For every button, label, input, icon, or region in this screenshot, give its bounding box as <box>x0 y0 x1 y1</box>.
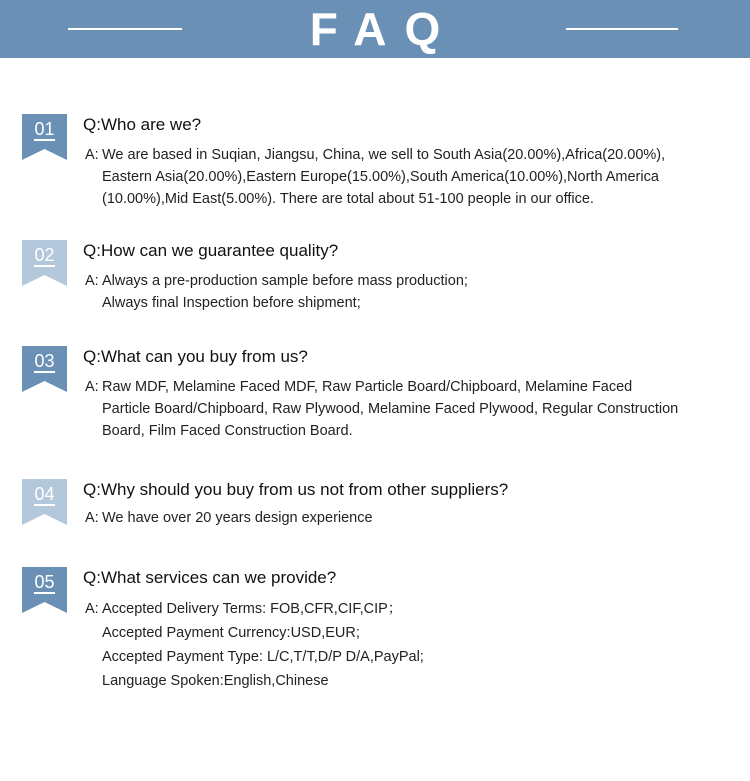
answer-prefix: A: <box>85 510 99 526</box>
faq-question: Q:Why should you buy from us not from other suppliers? <box>83 480 509 499</box>
faq-number-badge <box>22 240 67 286</box>
faq-number-badge <box>22 114 67 160</box>
faq-answer <box>85 507 735 529</box>
answer-prefix: A: <box>85 379 99 395</box>
faq-answer <box>85 144 735 210</box>
answer-line: A: Raw MDF, Melamine Faced MDF, Raw Particle Board/Chipboard, Melamine Faced <box>85 376 735 398</box>
answer-line: Language Spoken:English,Chinese <box>102 673 329 689</box>
faq-number: 04 <box>34 484 55 504</box>
answer-line: (10.00%),Mid East(5.00%). There are total about 51-100 people in our office. <box>102 191 594 207</box>
faq-answer <box>85 376 735 442</box>
answer-line: Always final Inspection before shipment; <box>102 295 361 311</box>
answer-line: Accepted Payment Type: L/C,T/T,D/P D/A,PayPal; <box>102 649 424 665</box>
faq-answer <box>85 597 735 693</box>
answer-line: A: We are based in Suqian, Jiangsu, China, we sell to South Asia(20.00%),Africa(20.00%), <box>85 144 735 166</box>
answer-line: Board, Film Faced Construction Board. <box>102 423 353 439</box>
answer-prefix: A: <box>85 601 99 617</box>
answer-line: A: Always a pre-production sample before mass production; <box>85 270 735 292</box>
header-right-rule <box>566 28 678 30</box>
answer-line: A: Accepted Delivery Terms: FOB,CFR,CIF,CIP； <box>85 597 735 621</box>
answer-prefix: A: <box>85 147 99 163</box>
faq-number: 03 <box>34 351 55 371</box>
faq-number: 01 <box>34 119 55 139</box>
faq-number: 02 <box>34 245 55 265</box>
answer-line: Particle Board/Chipboard, Raw Plywood, Melamine Faced Plywood, Regular Construction <box>102 401 679 417</box>
faq-question: Q:Who are we? <box>83 115 202 134</box>
faq-question: Q:What can you buy from us? <box>83 347 308 366</box>
faq-question: Q:What services can we provide? <box>83 568 337 587</box>
answer-prefix: A: <box>85 273 99 289</box>
faq-number-badge <box>22 567 67 613</box>
answer-line: A: We have over 20 years design experience <box>85 507 735 529</box>
faq-question: Q:How can we guarantee quality? <box>83 241 339 260</box>
answer-line: Accepted Payment Currency:USD,EUR; <box>102 625 360 641</box>
page-title: FAQ <box>309 3 459 55</box>
faq-number-badge <box>22 346 67 392</box>
answer-line: Eastern Asia(20.00%),Eastern Europe(15.00%),South America(10.00%),North America <box>102 169 659 185</box>
faq-number: 05 <box>34 572 55 592</box>
faq-header-banner <box>0 0 750 58</box>
faq-answer <box>85 270 735 314</box>
faq-number-badge <box>22 479 67 525</box>
